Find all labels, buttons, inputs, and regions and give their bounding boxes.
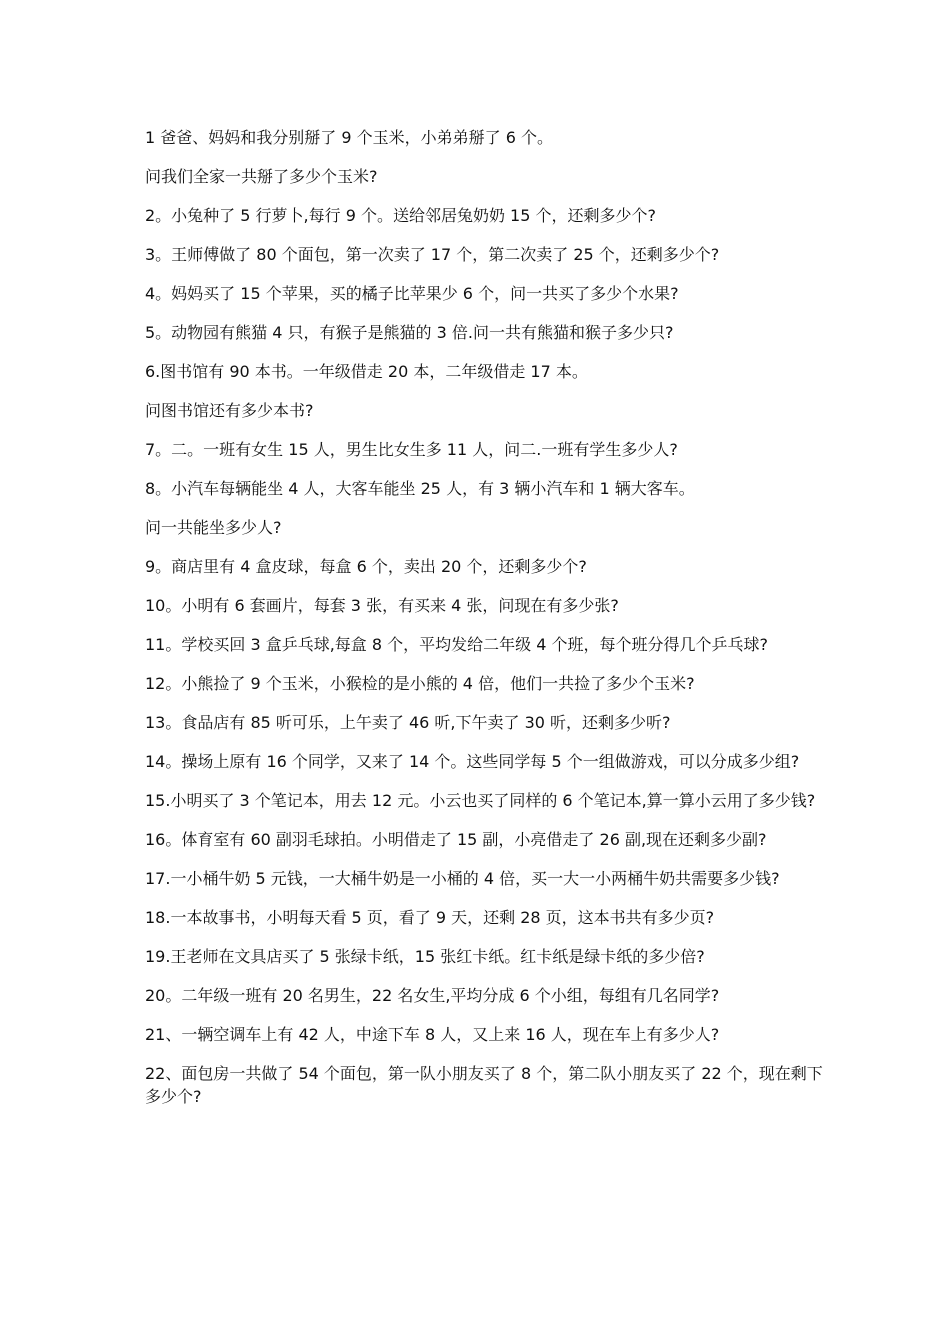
problem-22: 22、面包房一共做了 54 个面包，第一队小朋友买了 8 个，第二队小朋友买了 22 个，现在剩下多少个? bbox=[145, 1064, 823, 1106]
problem-8-line-1: 8。小汽车每辆能坐 4 人，大客车能坐 25 人，有 3 辆小汽车和 1 辆大客车。 bbox=[145, 479, 695, 498]
problem-3: 3。王师傅做了 80 个面包，第一次卖了 17 个，第二次卖了 25 个，还剩多少个? bbox=[145, 245, 720, 264]
problem-1-line-2: 问我们全家一共掰了多少个玉米? bbox=[145, 167, 378, 186]
problem-4: 4。妈妈买了 15 个苹果，买的橘子比苹果少 6 个，问一共买了多少个水果? bbox=[145, 284, 679, 303]
problem-6-line-2: 问图书馆还有多少本书? bbox=[145, 401, 314, 420]
problem-5: 5。动物园有熊猫 4 只，有猴子是熊猫的 3 倍.问一共有熊猫和猴子多少只? bbox=[145, 323, 674, 342]
problem-13: 13。食品店有 85 听可乐，上午卖了 46 听,下午卖了 30 听，还剩多少听? bbox=[145, 713, 671, 732]
problem-11: 11。学校买回 3 盒乒乓球,每盒 8 个，平均发给二年级 4 个班，每个班分得几个乒乓球? bbox=[145, 635, 768, 654]
problem-21: 21、一辆空调车上有 42 人，中途下车 8 人，又上来 16 人，现在车上有多少人? bbox=[145, 1025, 720, 1044]
problem-6-line-1: 6.图书馆有 90 本书。一年级借走 20 本，二年级借走 17 本。 bbox=[145, 362, 588, 381]
problem-18: 18.一本故事书，小明每天看 5 页，看了 9 天，还剩 28 页，这本书共有多少页? bbox=[145, 908, 715, 927]
problem-list bbox=[145, 126, 825, 1124]
problem-2: 2。小兔种了 5 行萝卜,每行 9 个。送给邻居兔奶奶 15 个，还剩多少个? bbox=[145, 206, 656, 225]
problem-7: 7。二。一班有女生 15 人，男生比女生多 11 人，问二.一班有学生多少人? bbox=[145, 440, 678, 459]
problem-10: 10。小明有 6 套画片，每套 3 张，有买来 4 张，问现在有多少张? bbox=[145, 596, 619, 615]
problem-17: 17.一小桶牛奶 5 元钱，一大桶牛奶是一小桶的 4 倍，买一大一小两桶牛奶共需要多少钱? bbox=[145, 869, 780, 888]
problem-16: 16。体育室有 60 副羽毛球拍。小明借走了 15 副，小亮借走了 26 副,现在还剩多少副? bbox=[145, 830, 767, 849]
problem-20: 20。二年级一班有 20 名男生，22 名女生,平均分成 6 个小组，每组有几名同学? bbox=[145, 986, 720, 1005]
problem-19: 19.王老师在文具店买了 5 张绿卡纸，15 张红卡纸。红卡纸是绿卡纸的多少倍? bbox=[145, 947, 705, 966]
problem-14: 14。操场上原有 16 个同学，又来了 14 个。这些同学每 5 个一组做游戏，可以分成多少组? bbox=[145, 752, 800, 771]
problem-12: 12。小熊捡了 9 个玉米，小猴检的是小熊的 4 倍，他们一共捡了多少个玉米? bbox=[145, 674, 695, 693]
problem-15: 15.小明买了 3 个笔记本，用去 12 元。小云也买了同样的 6 个笔记本,算一算小云用了多少钱? bbox=[145, 791, 816, 810]
problem-1-line-1: 1 爸爸、妈妈和我分别掰了 9 个玉米，小弟弟掰了 6 个。 bbox=[145, 128, 553, 147]
problem-8-line-2: 问一共能坐多少人? bbox=[145, 518, 282, 537]
problem-9: 9。商店里有 4 盒皮球，每盒 6 个，卖出 20 个，还剩多少个? bbox=[145, 557, 587, 576]
